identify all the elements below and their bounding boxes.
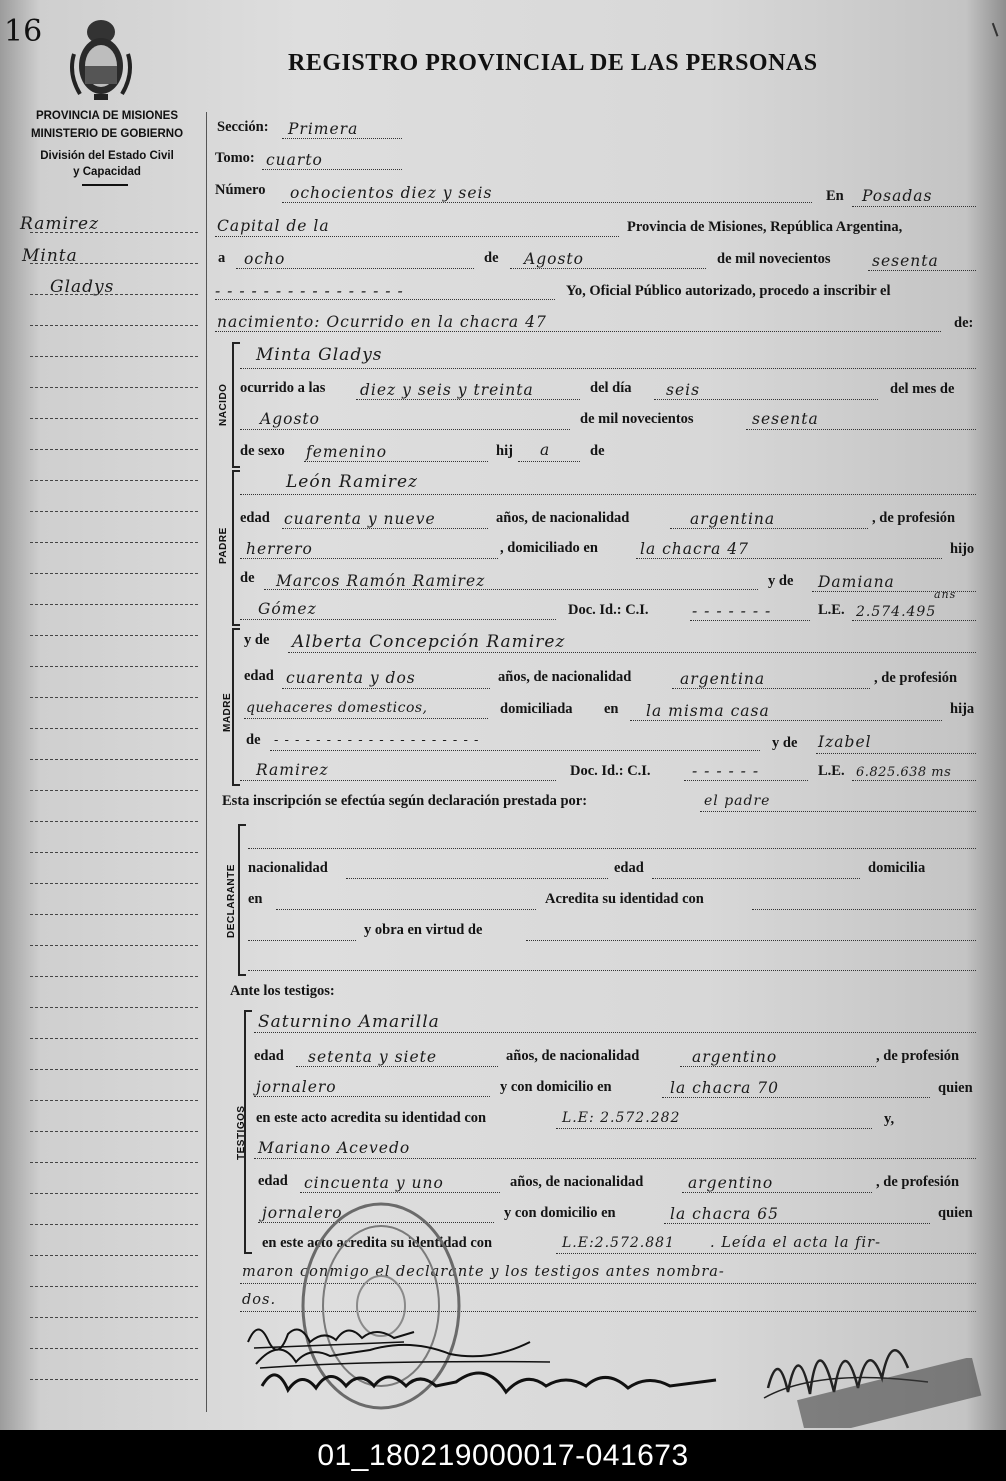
en-value: Posadas (862, 187, 933, 205)
margin-rule (30, 1224, 198, 1225)
declarante-nac-line (346, 878, 608, 879)
t1-nac-value: argentino (692, 1048, 778, 1066)
declarante-virtud-pre-line (248, 940, 356, 941)
padre-yde-value: Damiana (818, 573, 895, 591)
t1-nac-label: años, de nacionalidad (506, 1048, 640, 1064)
margin-rule (30, 1100, 198, 1101)
madre-dom-value: la misma casa (646, 702, 770, 720)
margin-rule (30, 573, 198, 574)
padre-edad-label: edad (240, 510, 270, 526)
margin-rule (30, 1131, 198, 1132)
madre-nac-value: argentina (680, 670, 766, 688)
madre-hija-label: hija (950, 701, 975, 717)
testigos-section-label: TESTIGOS (236, 1105, 247, 1160)
margin-rule (30, 728, 198, 729)
header-capacidad: y Capacidad (73, 166, 141, 178)
t2-closing-line (556, 1253, 976, 1254)
margin-rule (30, 790, 198, 791)
en-label: En (826, 188, 844, 204)
declarante-obra-label: y obra en virtud de (364, 922, 483, 938)
dashes-line (215, 299, 555, 300)
mes-line (240, 429, 570, 430)
margin-rule (30, 1255, 198, 1256)
page-number: 16 (4, 14, 43, 49)
declaracion-value: el padre (704, 793, 771, 809)
place-line (215, 236, 619, 237)
dashes-value: - - - - - - - - - - - - - - - - (215, 282, 404, 300)
padre-name-line (240, 494, 976, 495)
seccion-label: Sección: (217, 119, 269, 135)
t2-quien-label: quien (938, 1205, 973, 1221)
ocurrido-label: ocurrido a las (240, 380, 326, 396)
padre-name-value: León Ramirez (286, 472, 418, 492)
anio-label: de mil novecientos (580, 411, 694, 427)
t2-closing2: maron conmigo el declarante y los testigos antes nombra- (242, 1264, 725, 1280)
declarante-domicilio-label: domicilia (868, 860, 926, 876)
t1-prof-value: jornalero (256, 1078, 337, 1096)
month-value: Agosto (524, 250, 584, 268)
margin-rule (30, 1162, 198, 1163)
t2-dom-label: y con domicilio en (504, 1205, 616, 1221)
t2-edad-line (300, 1192, 500, 1193)
madre-yde2-label: y de (772, 735, 798, 751)
day-line (236, 268, 474, 269)
madre-yde3-line (240, 780, 556, 781)
margin-rule (30, 263, 198, 264)
t2-dom-value: la chacra 65 (670, 1205, 780, 1223)
margin-rule (30, 232, 198, 233)
coat-of-arms-icon (66, 14, 136, 104)
header-province: PROVINCIA DE MISIONES (35, 110, 179, 122)
madre-bracket (232, 628, 240, 786)
header-division: División del Estado Civil (40, 150, 174, 162)
margin-rule (30, 1007, 198, 1008)
madre-yde-label: y de (244, 632, 270, 648)
declaracion-text: Esta inscripción se efectúa según declaración prestada por: (222, 793, 588, 809)
seccion-line (282, 138, 402, 139)
padre-de-value: Marcos Ramón Ramirez (276, 572, 486, 590)
t2-acredita-label: en este acto acredita su identidad con (262, 1235, 493, 1251)
madre-prof-line (244, 718, 488, 719)
margin-firstname: Minta (22, 246, 78, 266)
tomo-value: cuarto (266, 151, 323, 169)
declarante-section-label: DECLARANTE (226, 864, 237, 938)
t1-acredita-label: en este acto acredita su identidad con (256, 1110, 487, 1126)
t1-y-label: y, (884, 1111, 895, 1127)
document-title: REGISTRO PROVINCIAL DE LAS PERSONAS (288, 50, 818, 76)
madre-yde3-value: Ramirez (256, 761, 329, 779)
padre-le-label: L.E. (818, 602, 845, 618)
t2-closing3: dos. (242, 1292, 277, 1308)
nacido-de-label: de (590, 443, 605, 459)
nacido-name-value: Minta Gladys (256, 345, 383, 365)
margin-rule (30, 511, 198, 512)
corner-mark (992, 21, 1002, 36)
margin-rule (30, 697, 198, 698)
declarante-en-label: en (248, 891, 263, 907)
margin-rule (30, 387, 198, 388)
margin-rule (30, 542, 198, 543)
madre-de-value: - - - - - - - - - - - - - - - - - - - - (274, 733, 480, 748)
madre-yde2-value: Izabel (818, 733, 872, 751)
margin-rule (30, 1038, 198, 1039)
t2-id-value: L.E:2.572.881 (562, 1235, 675, 1251)
madre-edad-value: cuarenta y dos (286, 669, 416, 687)
hij-value: a (540, 441, 551, 459)
madre-de-label: de (246, 732, 261, 748)
mes-value: Agosto (260, 410, 320, 428)
madre-en-label: en (604, 701, 619, 717)
header-ministry: MINISTERIO DE GOBIERNO (30, 128, 184, 140)
margin-rule (30, 635, 198, 636)
margin-rule (30, 418, 198, 419)
margin-rule (30, 976, 198, 977)
t2-prof-label: , de profesión (876, 1174, 960, 1190)
sexo-line (304, 461, 488, 462)
padre-dom-line (636, 558, 942, 559)
numero-line (282, 202, 812, 203)
de-label: de (484, 250, 499, 266)
margin-rule (30, 821, 198, 822)
t1-dom-label: y con domicilio en (500, 1079, 612, 1095)
image-id-footer: 01_180219000017-041673 (0, 1430, 1006, 1481)
declarante-nacionalidad-label: nacionalidad (248, 860, 328, 876)
day-value: ocho (244, 250, 286, 268)
declarante-acredita-label: Acredita su identidad con (545, 891, 704, 907)
provincia-label: Provincia de Misiones, República Argentina, (627, 219, 903, 235)
madre-name-line (288, 652, 976, 653)
numero-value: ochocientos diez y seis (290, 184, 493, 202)
t2-name-value: Mariano Acevedo (258, 1139, 411, 1157)
margin-rule (30, 449, 198, 450)
t2-edad-label: edad (258, 1173, 288, 1189)
padre-section-label: PADRE (218, 527, 229, 564)
year-label: de mil novecientos (717, 251, 831, 267)
tomo-line (262, 169, 402, 170)
padre-bracket (232, 470, 240, 626)
margin-separator (206, 112, 207, 1412)
dia-value: seis (666, 381, 701, 399)
padre-nac-label: años, de nacionalidad (496, 510, 630, 526)
t2-dom-line (664, 1223, 930, 1224)
t1-name-value: Saturnino Amarilla (258, 1012, 440, 1032)
t1-edad-value: setenta y siete (308, 1048, 438, 1066)
hora-line (356, 399, 580, 400)
t1-prof-label: , de profesión (876, 1048, 960, 1064)
declarante-acredita-line (752, 909, 976, 910)
padre-hijo-label: hijo (950, 541, 975, 557)
padre-le-note: ans (934, 588, 957, 601)
madre-yde2-line (816, 753, 976, 754)
margin-rule (30, 945, 198, 946)
t1-dom-line (662, 1097, 930, 1098)
padre-ci-value: - - - - - - - (692, 602, 772, 620)
margin-rule (30, 1069, 198, 1070)
en-line (852, 206, 976, 207)
t2-closing1: . Leída el acta la fir- (710, 1235, 882, 1251)
margin-rule (30, 356, 198, 357)
month-line (510, 268, 706, 269)
declarante-name-line (248, 848, 976, 849)
padre-yde-label: y de (768, 573, 794, 589)
t1-edad-line (296, 1066, 498, 1067)
hij-label: hij (496, 443, 513, 459)
t1-dom-value: la chacra 70 (670, 1079, 780, 1097)
official-stamp-icon (788, 1358, 988, 1428)
madre-prof-label: , de profesión (874, 670, 958, 686)
anio-value: sesenta (752, 410, 819, 428)
madre-le-line (852, 780, 976, 781)
padre-yde2-value: Gómez (258, 600, 317, 618)
padre-le-line (852, 620, 976, 621)
declarante-extra-line (248, 970, 976, 971)
padre-dom-label: , domiciliado en (500, 540, 598, 556)
a-label: a (218, 250, 226, 266)
t2-nac-line (682, 1192, 872, 1193)
padre-edad-value: cuarenta y nueve (284, 510, 436, 528)
madre-le-value: 6.825.638 ms (856, 765, 952, 780)
declarante-en-line (276, 909, 536, 910)
margin-rule (30, 1317, 198, 1318)
padre-doc-label: Doc. Id.: C.I. (568, 602, 649, 618)
t1-quien-label: quien (938, 1080, 973, 1096)
padre-prof-value: herrero (246, 540, 313, 558)
margin-rule (30, 1348, 198, 1349)
madre-ci-line (684, 780, 808, 781)
t1-id-value: L.E: 2.572.282 (562, 1110, 681, 1126)
sexo-value: femenino (306, 443, 388, 461)
hij-line (518, 461, 580, 462)
margin-rule (30, 914, 198, 915)
declarante-obra-line (526, 940, 976, 941)
year-value: sesenta (872, 252, 939, 270)
madre-edad-line (282, 688, 490, 689)
madre-dom-label: domiciliada (500, 701, 573, 717)
padre-yde2-line (240, 619, 556, 620)
nacido-section-label: NACIDO (218, 383, 229, 426)
padre-ci-line (690, 620, 810, 621)
margin-rule (30, 852, 198, 853)
testigos-intro: Ante los testigos: (230, 983, 335, 999)
margin-rule (30, 1193, 198, 1194)
tomo-label: Tomo: (215, 150, 255, 166)
margin-rule (30, 883, 198, 884)
padre-prof-label: , de profesión (872, 510, 956, 526)
madre-dom-line (630, 720, 942, 721)
margin-rule (30, 666, 198, 667)
madre-nac-label: años, de nacionalidad (498, 669, 632, 685)
madre-le-label: L.E. (818, 763, 845, 779)
mes-label: del mes de (890, 381, 955, 397)
acta-value: nacimiento: Ocurrido en la chacra 47 (217, 313, 547, 331)
nacido-bracket (232, 342, 240, 468)
padre-le-value: 2.574.495 (856, 604, 937, 620)
t2-nac-label: años, de nacionalidad (510, 1174, 644, 1190)
t2-edad-value: cincuenta y uno (304, 1174, 444, 1192)
padre-de-label: de (240, 570, 255, 586)
margin-rule (30, 759, 198, 760)
t1-id-line (556, 1128, 872, 1129)
dia-line (654, 399, 878, 400)
year-line (868, 270, 976, 271)
numero-label: Número (215, 182, 266, 198)
margin-rule (30, 325, 198, 326)
t2-name-line (254, 1158, 976, 1159)
madre-doc-label: Doc. Id.: C.I. (570, 763, 651, 779)
margin-rule (30, 1379, 198, 1380)
header-underline (82, 184, 128, 186)
nacido-name-line (240, 368, 976, 369)
dia-label: del día (590, 380, 632, 396)
madre-de-line (270, 750, 760, 751)
padre-edad-line (282, 528, 488, 529)
acta-line (215, 331, 941, 332)
padre-prof-line (240, 558, 498, 559)
declaracion-line (700, 811, 976, 812)
margin-rule (30, 604, 198, 605)
madre-ci-value: - - - - - - (692, 762, 760, 780)
hora-value: diez y seis y treinta (360, 381, 534, 399)
t1-name-line (254, 1032, 976, 1033)
madre-name-value: Alberta Concepción Ramirez (292, 632, 566, 652)
declarante-edad-label: edad (614, 860, 644, 876)
oficial-text: Yo, Oficial Público autorizado, procedo a inscribir el (566, 283, 891, 299)
margin-rule (30, 294, 198, 295)
madre-section-label: MADRE (222, 692, 233, 732)
de-colon-label: de: (954, 315, 974, 331)
madre-prof-value: quehaceres domesticos, (246, 700, 428, 716)
madre-edad-label: edad (244, 668, 274, 684)
padre-nac-line (670, 528, 868, 529)
madre-nac-line (672, 688, 870, 689)
margin-secondname: Gladys (50, 277, 115, 297)
t1-edad-label: edad (254, 1048, 284, 1064)
margin-rule (30, 1286, 198, 1287)
seccion-value: Primera (288, 120, 359, 138)
padre-nac-value: argentina (690, 510, 776, 528)
place-value: Capital de la (217, 217, 330, 235)
declarante-edad-line (652, 878, 860, 879)
t2-nac-value: argentino (688, 1174, 774, 1192)
signature-testigo2-icon (256, 1356, 726, 1406)
anio-line (746, 429, 976, 430)
t2-prof-value: jornalero (262, 1204, 343, 1222)
declarante-bracket (238, 824, 246, 976)
t1-nac-line (680, 1066, 876, 1067)
margin-surname: Ramirez (20, 214, 100, 234)
sexo-label: de sexo (240, 443, 285, 459)
margin-rule (30, 480, 198, 481)
padre-dom-value: la chacra 47 (640, 540, 750, 558)
t1-prof-line (254, 1096, 490, 1097)
